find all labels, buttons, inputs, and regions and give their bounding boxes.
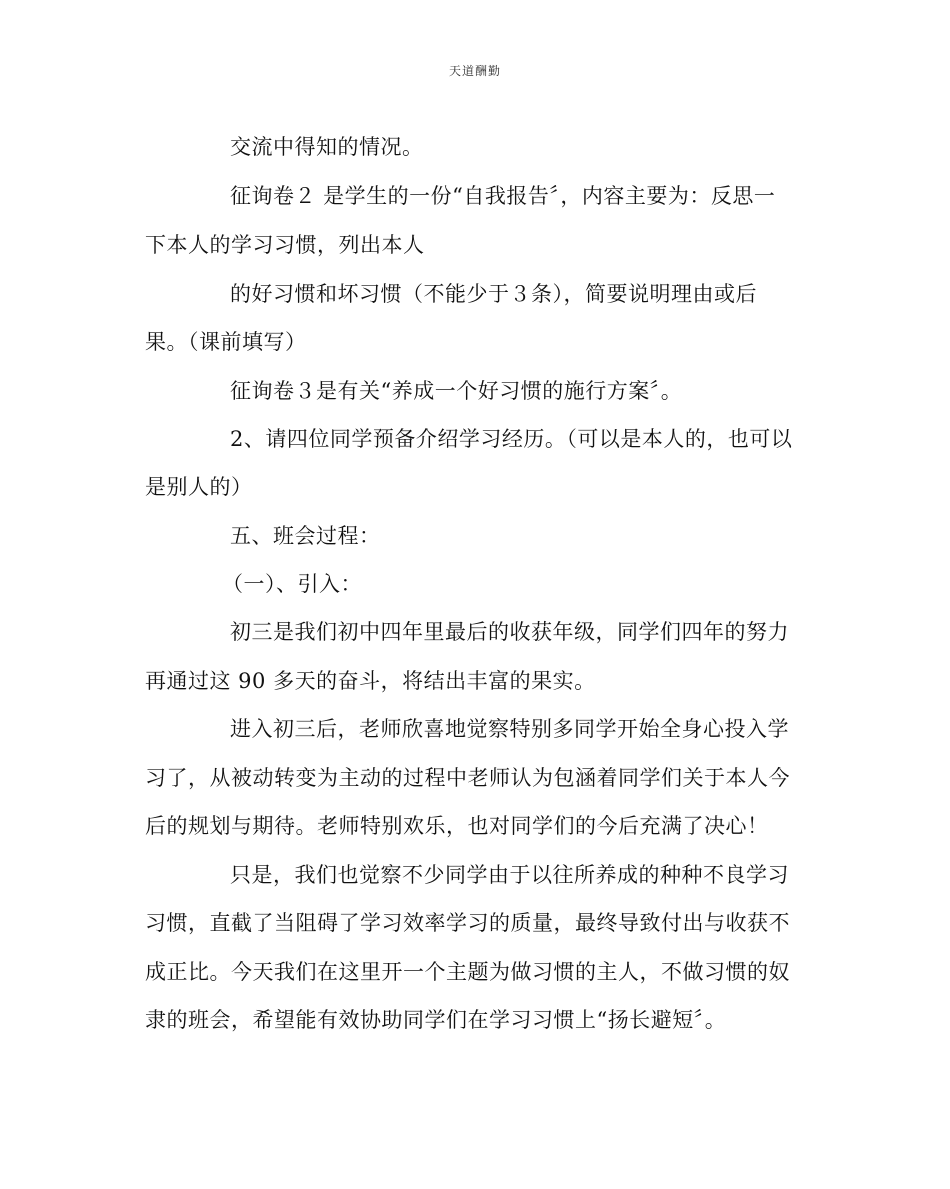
text-line: 征询卷３是有关“养成一个好习惯的施行方案〞。 [230, 379, 683, 403]
text-line: 初三是我们初中四年里最后的收获年级，同学们四年的努力 [230, 620, 789, 644]
text-line: 后的规划与期待。老师特别欢乐，也对同学们的今后充满了决心！ [145, 814, 769, 838]
text-line: 成正比。今天我们在这里开一个主题为做习惯的主人，不做习惯的奴 [145, 960, 790, 984]
text-line: 的好习惯和坏习惯（不能少于３条），简要说明理由或后 [230, 282, 757, 306]
text-line: 征询卷２ 是学生的一份“自我报告〞，内容主要为：反思一 [230, 184, 776, 208]
subsection-heading: （一）、引入： [222, 572, 362, 596]
page-header: 天道酬勤 [448, 64, 501, 78]
text-line: 交流中得知的情况。 [230, 135, 424, 159]
section-heading: 五、班会过程： [230, 524, 381, 548]
text-line: 隶的班会，希望能有效协助同学们在学习习惯上“扬长避短〞。 [145, 1008, 727, 1032]
text-line: 下本人的学习习惯，列出本人 [145, 233, 425, 257]
text-line: 进入初三后，老师欣喜地觉察特别多同学开始全身心投入学 [230, 717, 789, 741]
text-line: 再通过这 90 多天的奋斗，将结出丰富的果实。 [145, 669, 596, 693]
text-line: 果。（课前填写） [145, 330, 307, 354]
text-line: 习了，从被动转变为主动的过程中老师认为包涵着同学们关于本人今 [145, 766, 790, 790]
text-line: 2、请四位同学预备介绍学习经历。（可以是本人的，也可以 [230, 427, 793, 451]
text-line: 只是，我们也觉察不少同学由于以往所养成的种种不良学习 [230, 863, 789, 887]
text-line: 习惯，直截了当阻碍了学习效率学习的质量，最终导致付出与收获不 [145, 911, 790, 935]
text-line: 是别人的） [145, 475, 253, 499]
